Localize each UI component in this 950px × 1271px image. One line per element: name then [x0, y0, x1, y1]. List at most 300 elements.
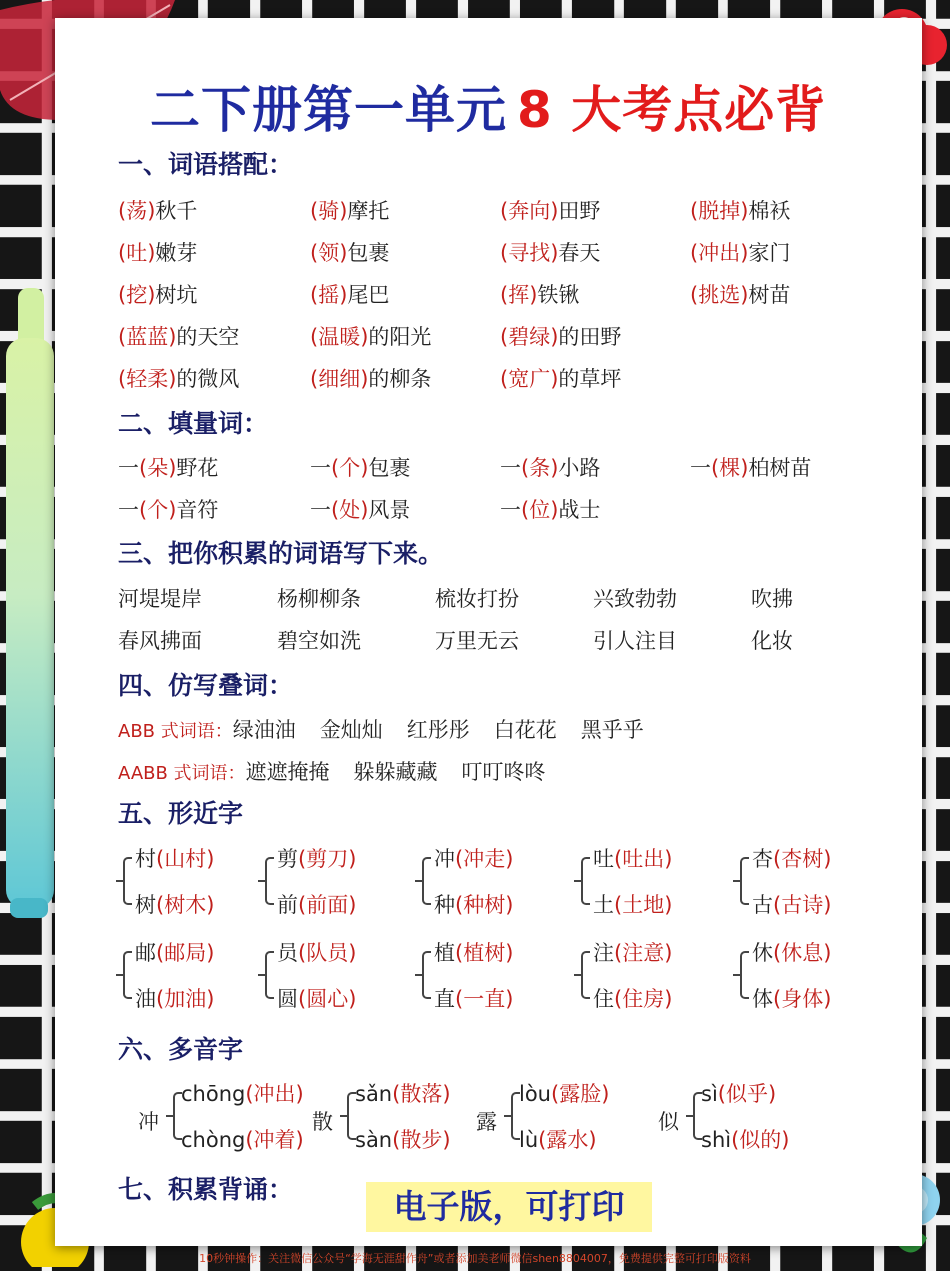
reduplication-row	[118, 714, 644, 744]
polyphone-reading	[519, 1078, 609, 1108]
brace	[740, 951, 749, 999]
word: 秋千	[155, 199, 198, 223]
word: 铁锹	[537, 283, 580, 307]
paren-close: )	[295, 1082, 304, 1106]
section-heading: 一、词语搭配：	[118, 150, 294, 179]
similar-char-entry	[593, 937, 672, 967]
paren-close: )	[823, 987, 832, 1011]
fill-word: 冲出	[698, 241, 741, 265]
polyphone-reading	[701, 1078, 776, 1108]
paren-close: )	[206, 941, 215, 965]
paren-open: (	[245, 1082, 254, 1106]
redup-word: 躲躲藏藏	[353, 760, 438, 784]
paren-close: )	[295, 1128, 304, 1152]
brace	[422, 857, 431, 905]
paren-open: (	[392, 1082, 401, 1106]
brace	[123, 951, 132, 999]
redup-word: 金灿灿	[319, 718, 383, 742]
character: 住	[593, 987, 614, 1011]
fill-word: 轻柔	[126, 367, 169, 391]
example-word: 吐出	[622, 847, 665, 871]
page-title	[150, 70, 870, 142]
character: 植	[434, 941, 455, 965]
brace	[740, 857, 749, 905]
similar-char-entry	[277, 983, 356, 1013]
paren-open: (	[500, 367, 509, 391]
example-word: 似的	[739, 1128, 782, 1152]
fill-word: 领	[318, 241, 340, 265]
paren-close: )	[442, 1082, 451, 1106]
collocation-item	[690, 237, 790, 267]
paren-close: )	[550, 325, 559, 349]
example-word: 树木	[164, 893, 207, 917]
brace	[265, 857, 274, 905]
polyphone-char: 似	[658, 1110, 679, 1134]
character: 邮	[135, 941, 156, 965]
noun: 野花	[176, 456, 219, 480]
noun: 柏树苗	[748, 456, 812, 480]
paren-open: (	[500, 199, 509, 223]
paren-open: (	[118, 367, 127, 391]
paren-close: )	[664, 893, 673, 917]
paren-close: )	[823, 847, 832, 871]
fill-word: 宽广	[508, 367, 551, 391]
paren-close: )	[168, 498, 177, 522]
example-word: 山村	[164, 847, 207, 871]
paren-open: (	[500, 283, 509, 307]
example-word: 植树	[463, 941, 506, 965]
example-word: 种树	[463, 893, 506, 917]
paren-close: )	[550, 241, 559, 265]
example-word: 似乎	[725, 1082, 768, 1106]
character: 村	[135, 847, 156, 871]
word: 春天	[558, 241, 601, 265]
paren-close: )	[348, 893, 357, 917]
word: 家门	[748, 241, 791, 265]
word: 的阳光	[368, 325, 432, 349]
paren-close: )	[339, 241, 348, 265]
paren-open: (	[139, 498, 148, 522]
vocab-word: 吹拂	[751, 587, 793, 611]
word: 的田野	[558, 325, 622, 349]
measure-item	[310, 452, 410, 482]
brace	[422, 951, 431, 999]
brace	[581, 857, 590, 905]
fill-word: 挥	[508, 283, 530, 307]
vocab-word: 引人注目	[593, 629, 677, 653]
paren-open: (	[614, 893, 623, 917]
paren-open: (	[310, 283, 319, 307]
paren-close: )	[823, 941, 832, 965]
paren-open: (	[455, 847, 464, 871]
paren-close: )	[550, 498, 559, 522]
paren-open: (	[614, 987, 623, 1011]
example-word: 古诗	[781, 893, 824, 917]
character: 种	[434, 893, 455, 917]
word: 尾巴	[347, 283, 390, 307]
character: 树	[135, 893, 156, 917]
fill-word: 挑选	[698, 283, 741, 307]
paren-open: (	[773, 941, 782, 965]
example-word: 队员	[306, 941, 349, 965]
measure-item	[500, 494, 600, 524]
redup-word: 红彤彤	[406, 718, 470, 742]
pen-decoration	[0, 288, 58, 920]
noun: 风景	[368, 498, 411, 522]
paren-close: )	[823, 893, 832, 917]
example-word: 散步	[400, 1128, 443, 1152]
section-heading: 七、积累背诵：	[118, 1175, 294, 1204]
example-word: 休息	[781, 941, 824, 965]
similar-char-entry	[434, 843, 513, 873]
word: 棉袄	[748, 199, 791, 223]
redup-word: 白花花	[493, 718, 557, 742]
fill-word: 挖	[126, 283, 148, 307]
noun: 战士	[558, 498, 601, 522]
character: 前	[277, 893, 298, 917]
paren-close: )	[360, 325, 369, 349]
paren-open: (	[156, 987, 165, 1011]
example-word: 散落	[400, 1082, 443, 1106]
polyphone-reading	[519, 1124, 597, 1154]
paren-close: )	[664, 941, 673, 965]
character: 古	[752, 893, 773, 917]
paren-open: (	[118, 325, 127, 349]
paren-open: (	[731, 1128, 740, 1152]
paren-open: (	[551, 1082, 560, 1106]
paren-close: )	[348, 987, 357, 1011]
fill-word: 脱掉	[698, 199, 741, 223]
paren-close: )	[550, 456, 559, 480]
polyphone-char: 露	[476, 1110, 497, 1134]
redup-word: 黑乎乎	[580, 718, 644, 742]
similar-char-entry	[277, 843, 356, 873]
similar-char-entry	[277, 937, 356, 967]
paren-close: )	[339, 283, 348, 307]
brace	[265, 951, 274, 999]
paren-open: (	[298, 847, 307, 871]
similar-char-entry	[277, 889, 356, 919]
section-heading: 四、仿写叠词：	[118, 671, 294, 700]
example-word: 冲着	[253, 1128, 296, 1152]
measure-word: 棵	[719, 456, 741, 480]
paren-open: (	[245, 1128, 254, 1152]
similar-char-entry	[752, 843, 831, 873]
paren-open: (	[331, 456, 340, 480]
pinyin: sì	[701, 1082, 718, 1106]
paren-open: (	[521, 456, 530, 480]
paren-close: )	[767, 1082, 777, 1106]
paren-open: (	[118, 283, 127, 307]
paren-open: (	[310, 241, 319, 265]
fill-word: 碧绿	[508, 325, 551, 349]
paren-close: )	[348, 847, 357, 871]
collocation-item	[310, 279, 389, 309]
noun: 包裹	[368, 456, 411, 480]
section-heading: 二、填量词：	[118, 409, 269, 438]
polyphone-char: 冲	[138, 1110, 159, 1134]
measure-item	[118, 494, 218, 524]
pattern-label: AABB 式词语：	[118, 763, 246, 784]
polyphone-reading	[355, 1124, 451, 1154]
collocation-item	[690, 195, 790, 225]
collocation-item	[310, 321, 431, 351]
brace	[123, 857, 132, 905]
polyphone-char: 散	[312, 1110, 333, 1134]
redup-word: 绿油油	[232, 718, 296, 742]
character: 圆	[277, 987, 298, 1011]
paren-open: (	[118, 199, 127, 223]
character: 直	[434, 987, 455, 1011]
polyphone-reading	[181, 1124, 304, 1154]
example-word: 加油	[164, 987, 207, 1011]
polyphone-reading	[701, 1124, 790, 1154]
paren-close: )	[740, 241, 749, 265]
example-word: 身体	[781, 987, 824, 1011]
paren-close: )	[147, 241, 156, 265]
section-heading: 六、多音字	[118, 1035, 244, 1064]
section-heading: 五、形近字	[118, 799, 244, 828]
measure-word: 个	[147, 498, 169, 522]
fill-word: 温暖	[318, 325, 361, 349]
collocation-item	[118, 237, 197, 267]
paren-open: (	[717, 1082, 726, 1106]
paren-open: (	[455, 987, 464, 1011]
vocab-word: 化妆	[751, 629, 793, 653]
example-word: 前面	[306, 893, 349, 917]
similar-char-entry	[752, 983, 831, 1013]
similar-char-entry	[135, 843, 214, 873]
paren-close: )	[206, 847, 215, 871]
paren-open: (	[310, 325, 319, 349]
one: 一	[118, 498, 139, 522]
paren-close: )	[168, 325, 177, 349]
similar-char-entry	[434, 937, 513, 967]
similar-char-entry	[135, 937, 214, 967]
character: 冲	[434, 847, 455, 871]
paren-open: (	[156, 893, 165, 917]
word: 树苗	[748, 283, 791, 307]
paren-close: )	[505, 893, 514, 917]
paren-close: )	[147, 283, 156, 307]
word: 嫩芽	[155, 241, 198, 265]
character: 杏	[752, 847, 773, 871]
similar-char-entry	[135, 889, 214, 919]
noun: 音符	[176, 498, 219, 522]
word: 树坑	[155, 283, 198, 307]
pinyin: chòng	[181, 1128, 246, 1152]
collocation-item	[118, 279, 197, 309]
character: 油	[135, 987, 156, 1011]
title-main: 二下册第一单元	[150, 81, 507, 139]
paren-open: (	[690, 241, 699, 265]
paren-close: )	[339, 199, 348, 223]
fill-word: 荡	[126, 199, 148, 223]
similar-char-entry	[135, 983, 214, 1013]
collocation-item	[500, 195, 600, 225]
paren-close: )	[505, 941, 514, 965]
collocation-item	[500, 363, 621, 393]
paren-open: (	[156, 941, 165, 965]
one: 一	[500, 498, 521, 522]
paren-open: (	[711, 456, 720, 480]
example-word: 冲走	[463, 847, 506, 871]
paren-open: (	[690, 283, 699, 307]
reduplication-row	[118, 756, 546, 786]
paren-close: )	[206, 987, 215, 1011]
paren-open: (	[521, 498, 530, 522]
example-word: 圆心	[306, 987, 349, 1011]
pinyin: sàn	[355, 1128, 393, 1152]
paren-open: (	[310, 199, 319, 223]
measure-item	[118, 452, 218, 482]
paren-open: (	[139, 456, 148, 480]
pattern-label: ABB 式词语：	[118, 721, 233, 742]
one: 一	[690, 456, 711, 480]
similar-char-entry	[752, 889, 831, 919]
collocation-item	[118, 195, 197, 225]
paren-open: (	[118, 241, 127, 265]
word: 摩托	[347, 199, 390, 223]
vocab-word: 河堤堤岸	[118, 587, 202, 611]
character: 休	[752, 941, 773, 965]
fill-word: 蓝蓝	[126, 325, 169, 349]
collocation-item	[500, 321, 621, 351]
word: 田野	[558, 199, 601, 223]
paren-open: (	[500, 325, 509, 349]
paren-close: )	[442, 1128, 451, 1152]
paren-close: )	[147, 199, 156, 223]
paren-close: )	[664, 987, 673, 1011]
fill-word: 摇	[318, 283, 340, 307]
pinyin: shì	[701, 1128, 732, 1152]
paren-open: (	[614, 941, 623, 965]
example-word: 注意	[622, 941, 665, 965]
paren-open: (	[392, 1128, 401, 1152]
word: 的微风	[176, 367, 240, 391]
collocation-item	[500, 279, 579, 309]
paren-close: )	[550, 367, 559, 391]
paren-close: )	[588, 1128, 597, 1152]
measure-word: 个	[339, 456, 361, 480]
polyphone-reading	[355, 1078, 451, 1108]
pinyin: lòu	[519, 1082, 551, 1106]
paren-close: )	[360, 456, 369, 480]
noun: 小路	[558, 456, 601, 480]
character: 土	[593, 893, 614, 917]
paren-open: (	[690, 199, 699, 223]
paren-close: )	[664, 847, 673, 871]
vocab-word: 梳妆打扮	[435, 587, 519, 611]
one: 一	[310, 456, 331, 480]
vocab-word: 杨柳柳条	[277, 587, 361, 611]
paren-close: )	[740, 456, 749, 480]
pinyin: sǎn	[355, 1082, 393, 1106]
paren-open: (	[500, 241, 509, 265]
character: 剪	[277, 847, 298, 871]
fill-word: 吐	[126, 241, 148, 265]
character: 员	[277, 941, 298, 965]
paren-open: (	[773, 893, 782, 917]
pinyin: chōng	[181, 1082, 246, 1106]
character: 体	[752, 987, 773, 1011]
similar-char-entry	[434, 889, 513, 919]
paren-open: (	[298, 893, 307, 917]
paren-open: (	[773, 847, 782, 871]
similar-char-entry	[434, 983, 513, 1013]
paren-open: (	[156, 847, 165, 871]
paren-close: )	[206, 893, 215, 917]
similar-char-entry	[593, 889, 672, 919]
paren-open: (	[310, 367, 319, 391]
word: 的柳条	[368, 367, 432, 391]
footer-note: 10秒钟操作：关注微信公众号“学海无涯甜作舟”或者添加美老师微信shen8804007，免费提供完整可打印版资料	[199, 1252, 751, 1265]
one: 一	[118, 456, 139, 480]
collocation-item	[118, 321, 239, 351]
polyphone-reading	[181, 1078, 304, 1108]
paren-close: )	[360, 498, 369, 522]
word: 的天空	[176, 325, 240, 349]
example-word: 一直	[463, 987, 506, 1011]
paren-close: )	[168, 367, 177, 391]
brace	[581, 951, 590, 999]
vocab-word: 碧空如洗	[277, 629, 361, 653]
example-word: 邮局	[164, 941, 207, 965]
vocab-word: 春风拂面	[118, 629, 202, 653]
word: 包裹	[347, 241, 390, 265]
fill-word: 寻找	[508, 241, 551, 265]
character: 吐	[593, 847, 614, 871]
collocation-item	[118, 363, 239, 393]
paren-open: (	[455, 893, 464, 917]
collocation-item	[310, 363, 431, 393]
measure-item	[690, 452, 811, 482]
example-word: 杏树	[781, 847, 824, 871]
collocation-item	[310, 237, 389, 267]
word: 的草坪	[558, 367, 622, 391]
paren-close: )	[505, 847, 514, 871]
measure-word: 条	[529, 456, 551, 480]
example-word: 露水	[546, 1128, 589, 1152]
redup-word: 叮叮咚咚	[461, 760, 546, 784]
redup-word: 遮遮掩掩	[245, 760, 330, 784]
paren-close: )	[740, 199, 749, 223]
paren-open: (	[538, 1128, 547, 1152]
vocab-word: 万里无云	[435, 629, 519, 653]
measure-word: 位	[529, 498, 551, 522]
paren-close: )	[360, 367, 369, 391]
example-word: 剪刀	[306, 847, 349, 871]
paren-open: (	[331, 498, 340, 522]
paren-close: )	[505, 987, 514, 1011]
measure-word: 朵	[147, 456, 169, 480]
paren-open: (	[455, 941, 464, 965]
measure-item	[310, 494, 410, 524]
character: 注	[593, 941, 614, 965]
measure-word: 处	[339, 498, 361, 522]
pinyin: lù	[519, 1128, 539, 1152]
printable-stamp: 电子版，可打印	[366, 1182, 652, 1232]
one: 一	[310, 498, 331, 522]
paren-close: )	[348, 941, 357, 965]
title-highlight: 8 大考点必背	[517, 81, 827, 139]
paren-close: )	[781, 1128, 790, 1152]
section-heading: 三、把你积累的词语写下来。	[118, 539, 444, 568]
similar-char-entry	[593, 983, 672, 1013]
example-word: 住房	[622, 987, 665, 1011]
collocation-item	[310, 195, 389, 225]
paren-close: )	[601, 1082, 610, 1106]
